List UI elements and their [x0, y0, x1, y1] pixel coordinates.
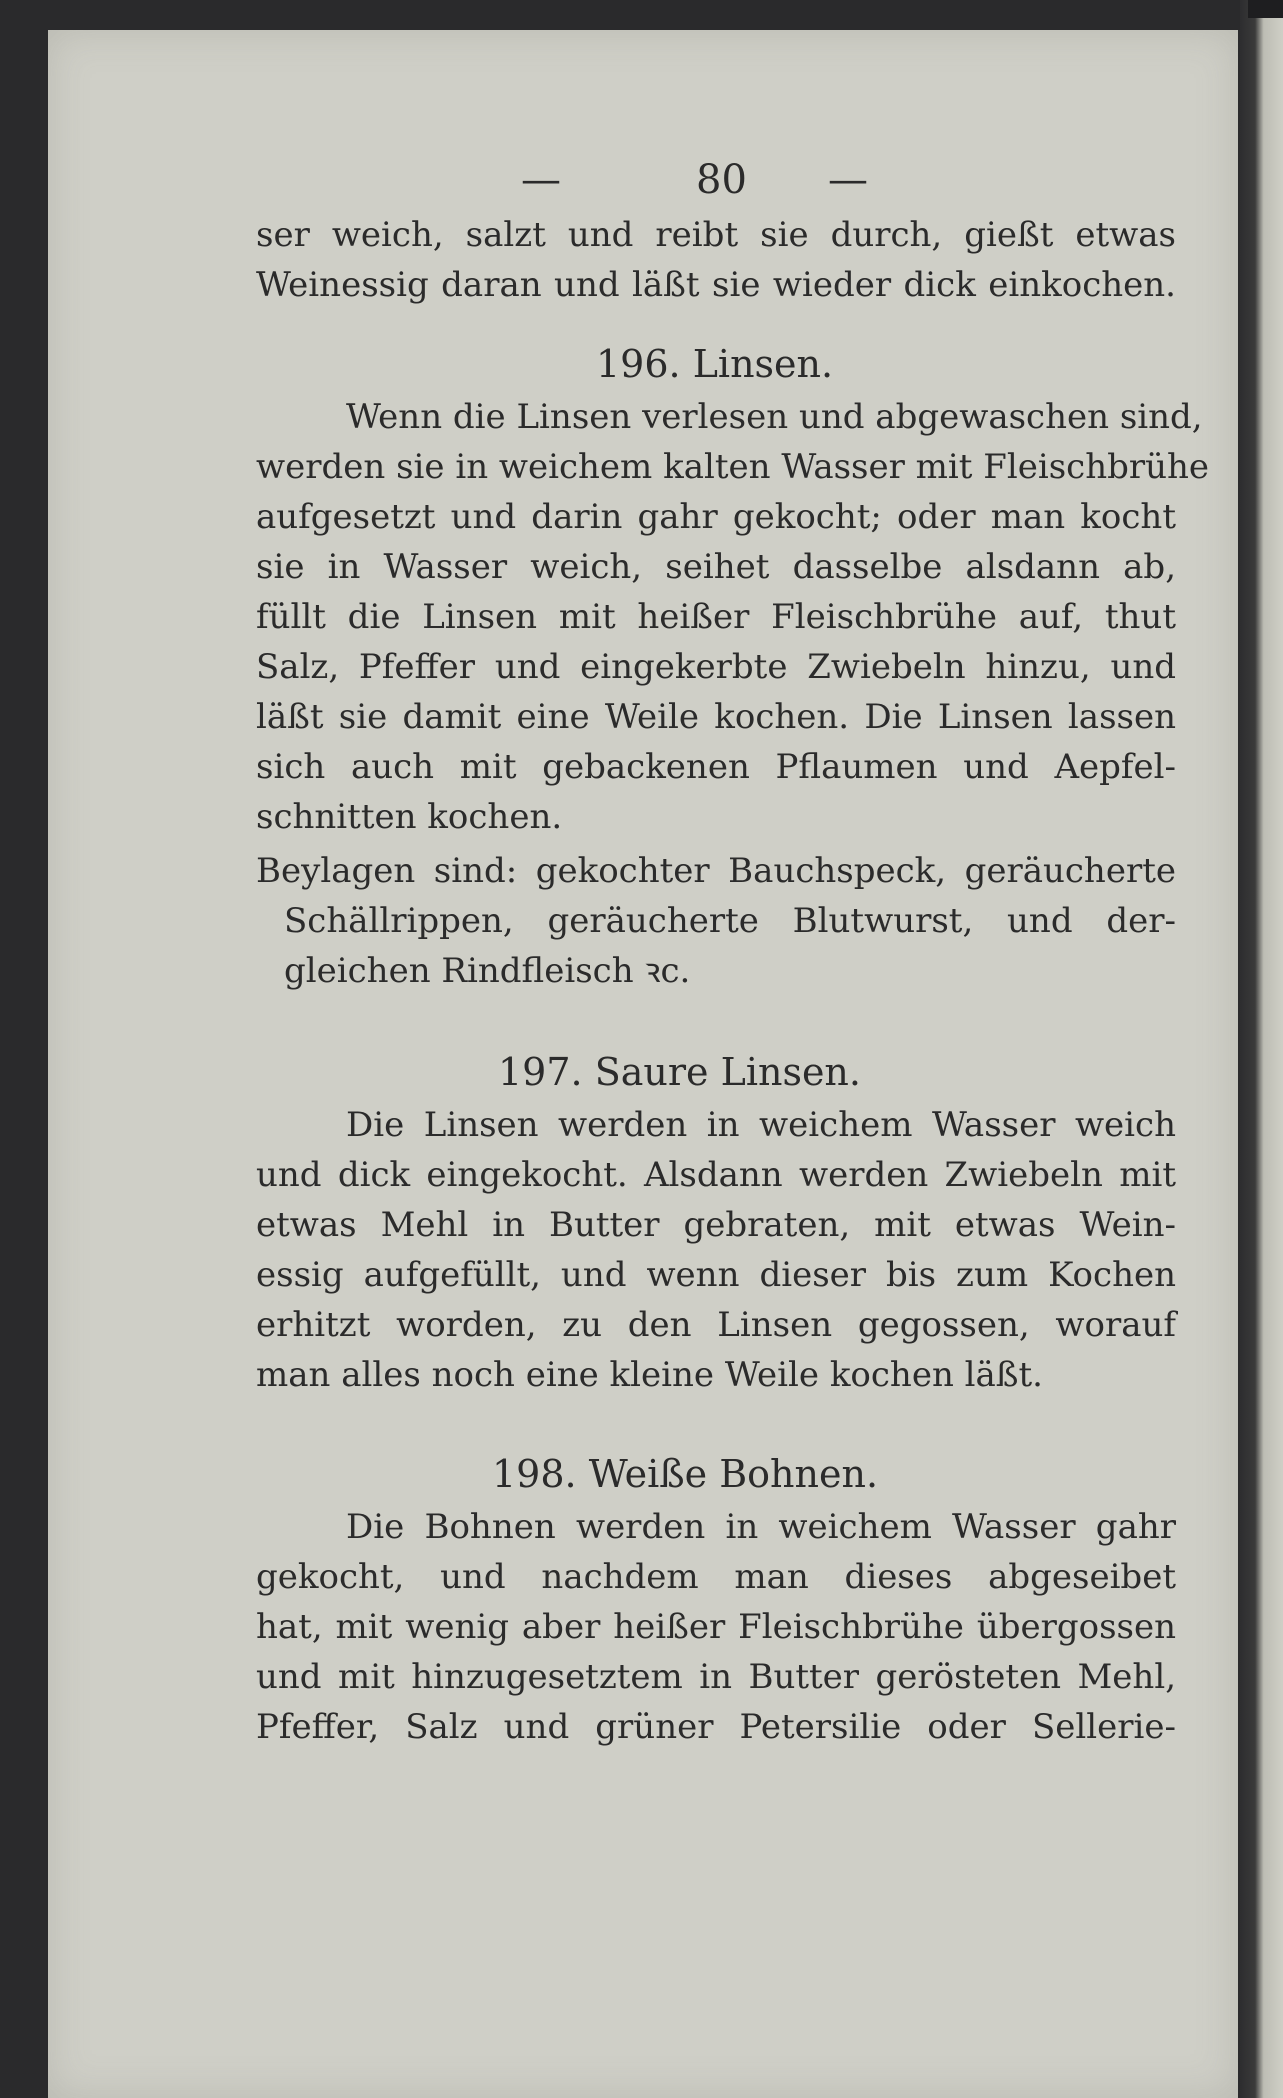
- paragraph-line: Die Linsen werden in weichem Wasser weich: [346, 1105, 1176, 1145]
- paragraph-line: schnitten kochen.: [256, 797, 563, 837]
- paragraph-line: Beylagen sind: gekochter Bauchspeck, geräucherte: [256, 851, 1176, 891]
- page-edge-top: [1248, 0, 1283, 18]
- carry-over-line: ser weich, salzt und reibt sie durch, gießt etwas: [256, 215, 1176, 255]
- page-header: [256, 150, 1176, 210]
- section-heading-196: 196. Linsen.: [596, 342, 834, 386]
- paragraph-line: und mit hinzugesetztem in Butter gerösteten Mehl,: [256, 1657, 1176, 1697]
- paragraph-line: werden sie in weichem kalten Wasser mit Fleischbrühe: [256, 447, 1210, 487]
- section-heading-197: 197. Saure Linsen.: [498, 1050, 861, 1094]
- page-number: 80: [696, 157, 747, 203]
- paragraph-line: füllt die Linsen mit heißer Fleischbrühe auf, thut: [256, 597, 1176, 637]
- paragraph-line: gleichen Rindfleisch ꝛc.: [284, 951, 691, 991]
- page-edge: [1240, 0, 1283, 2098]
- paragraph-line: etwas Mehl in Butter gebraten, mit etwas Wein-: [256, 1205, 1176, 1245]
- header-dash-left: —: [521, 157, 561, 203]
- paragraph-line: man alles noch eine kleine Weile kochen läßt.: [256, 1355, 1043, 1395]
- paragraph-line: Wenn die Linsen verlesen und abgewaschen sind,: [346, 397, 1203, 437]
- paragraph-line: sich auch mit gebackenen Pflaumen und Aepfel-: [256, 747, 1176, 787]
- paragraph-line: Salz, Pfeffer und eingekerbte Zwiebeln hinzu, und: [256, 647, 1176, 687]
- paragraph-line: erhitzt worden, zu den Linsen gegossen, worauf: [256, 1305, 1176, 1345]
- paragraph-line: Die Bohnen werden in weichem Wasser gahr: [346, 1507, 1176, 1547]
- paragraph-line: gekocht, und nachdem man dieses abgeseibet: [256, 1557, 1176, 1597]
- carry-over-line: Weinessig daran und läßt sie wieder dick einkochen.: [256, 265, 1176, 305]
- paragraph-line: Pfeffer, Salz und grüner Petersilie oder Sellerie-: [256, 1707, 1176, 1747]
- paragraph-line: hat, mit wenig aber heißer Fleischbrühe übergossen: [256, 1607, 1176, 1647]
- paragraph-line: läßt sie damit eine Weile kochen. Die Linsen lassen: [256, 697, 1176, 737]
- paragraph-line: aufgesetzt und darin gahr gekocht; oder man kocht: [256, 497, 1176, 537]
- paragraph-line: und dick eingekocht. Alsdann werden Zwiebeln mit: [256, 1155, 1176, 1195]
- section-heading-198: 198. Weiße Bohnen.: [492, 1452, 879, 1496]
- paragraph-line: sie in Wasser weich, seihet dasselbe alsdann ab,: [256, 547, 1176, 587]
- paragraph-line: essig aufgefüllt, und wenn dieser bis zum Kochen: [256, 1255, 1176, 1295]
- paragraph-line: Schällrippen, geräucherte Blutwurst, und der-: [284, 901, 1176, 941]
- header-dash-right: —: [828, 157, 868, 203]
